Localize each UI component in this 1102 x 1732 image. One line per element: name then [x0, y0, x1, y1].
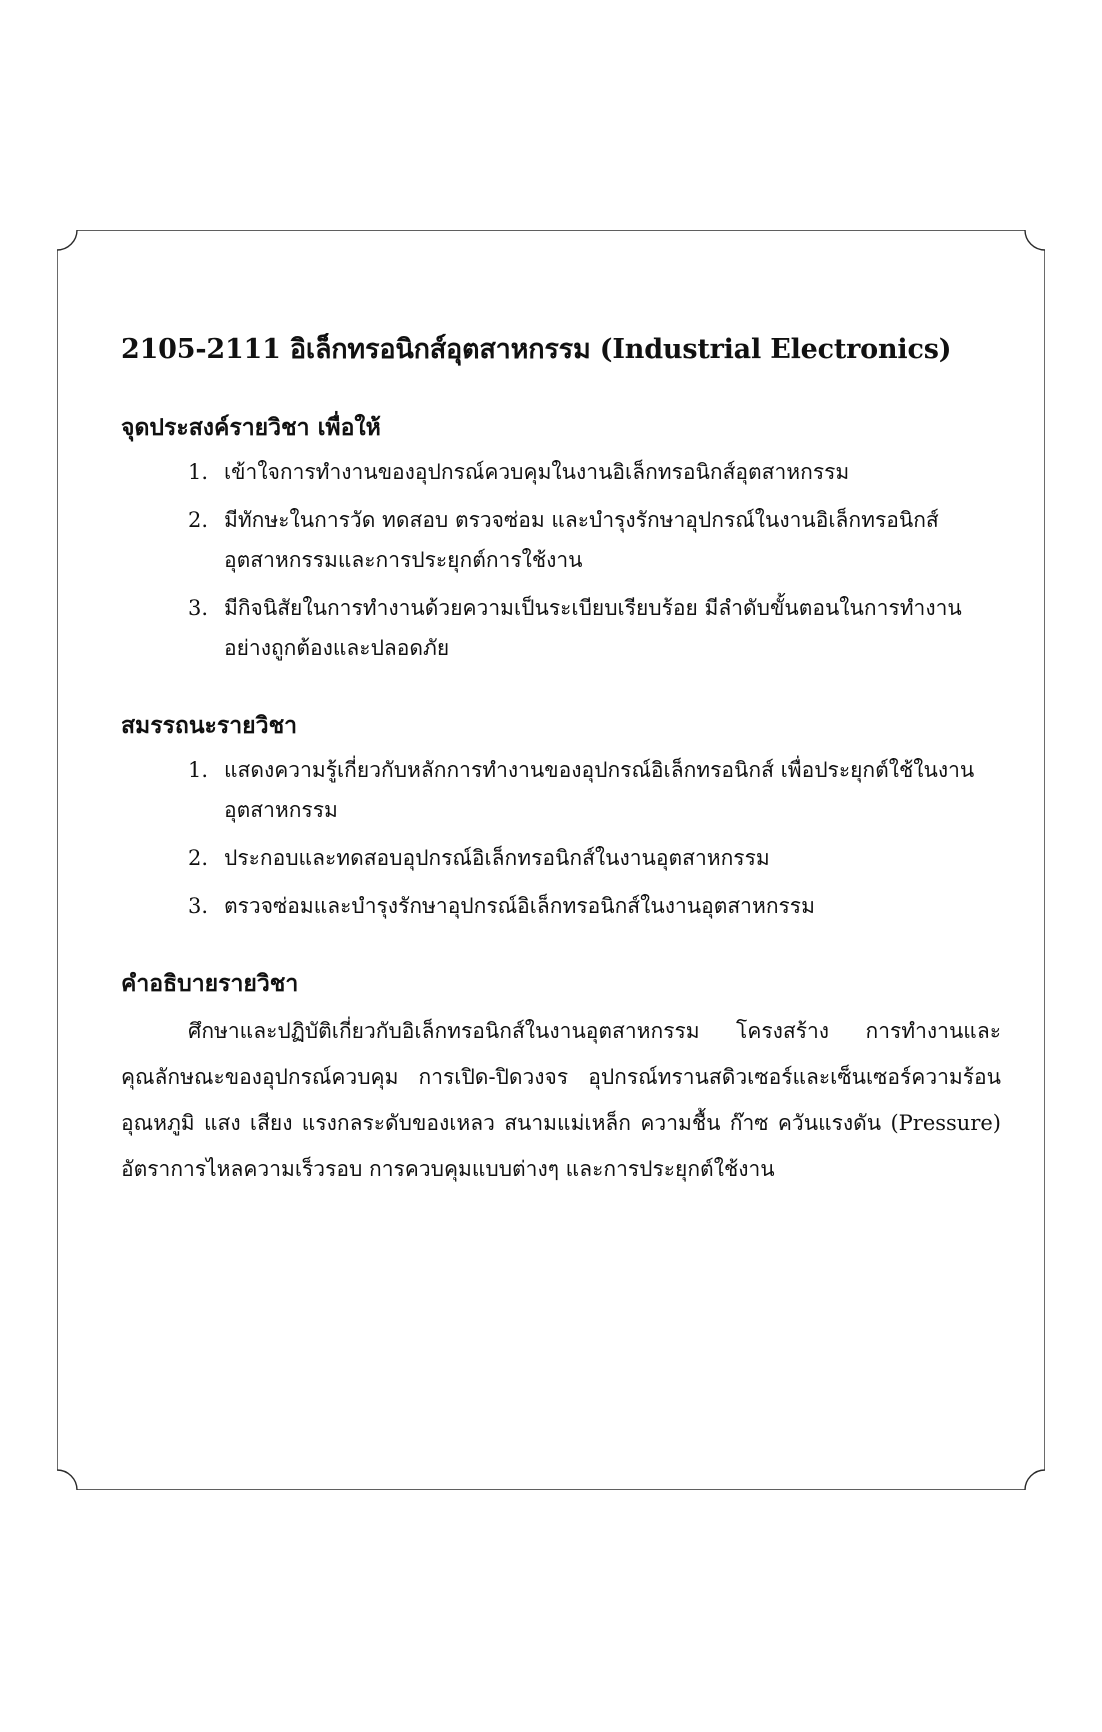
item-text: เข้าใจการทำงานของอุปกรณ์ควบคุมในงานอิเล็กทรอนิกส์อุตสาหกรรม	[224, 460, 850, 484]
objective-item	[121, 500, 1001, 580]
item-number: 3.	[188, 894, 209, 918]
item-text: มีกิจนิสัยในการทำงานด้วยความเป็นระเบียบเรียบร้อย มีลำดับขั้นตอนในการทำงานอย่างถูกต้องและปลอดภัย	[224, 596, 962, 660]
item-number: 2.	[188, 846, 209, 870]
course-content	[121, 330, 1001, 1192]
objective-item	[121, 452, 1001, 492]
item-number: 1.	[188, 460, 209, 484]
item-text: แสดงความรู้เกี่ยวกับหลักการทำงานของอุปกรณ์อิเล็กทรอนิกส์ เพื่อประยุกต์ใช้ในงานอุตสาหกรรม	[224, 758, 975, 822]
description-heading: คำอธิบายรายวิชา	[121, 970, 299, 997]
competency-item	[121, 886, 1001, 926]
description-section	[121, 964, 1001, 1192]
course-title: 2105-2111 อิเล็กทรอนิกส์อุตสาหกรรม (Industrial Electronics)	[121, 334, 952, 365]
objectives-section	[121, 408, 1001, 668]
competency-item	[121, 838, 1001, 878]
competencies-heading: สมรรถนะรายวิชา	[121, 712, 298, 739]
competencies-list	[121, 750, 1001, 926]
item-number: 2.	[188, 508, 209, 532]
objectives-list	[121, 452, 1001, 668]
competencies-section	[121, 706, 1001, 926]
item-number: 1.	[188, 758, 209, 782]
item-text: ประกอบและทดสอบอุปกรณ์อิเล็กทรอนิกส์ในงานอุตสาหกรรม	[224, 846, 770, 870]
item-number: 3.	[188, 596, 209, 620]
objectives-heading: จุดประสงค์รายวิชา เพื่อให้	[121, 414, 381, 441]
competency-item	[121, 750, 1001, 830]
item-text: ตรวจซ่อมและบำรุงรักษาอุปกรณ์อิเล็กทรอนิกส์ในงานอุตสาหกรรม	[224, 894, 815, 918]
objective-item	[121, 588, 1001, 668]
description-text: ศึกษาและปฏิบัติเกี่ยวกับอิเล็กทรอนิกส์ในงานอุตสาหกรรม โครงสร้าง การทำงานและคุณลักษณะของอุปกรณ์ควบคุม การเปิด-ปิดวงจร อุปกรณ์ทรานสดิวเซอร์และเซ็นเซอร์ความร้อน อุณหภูมิ แสง เสียง แรงกลระดับของเหลว สนามแม่เหล็ก ความชื้น ก๊าซ ควันแรงดัน (Pressure) อัตราการไหลความเร็วรอบ การควบคุมแบบต่างๆ และการประยุกต์ใช้งาน	[121, 1019, 1001, 1181]
item-text: มีทักษะในการวัด ทดสอบ ตรวจซ่อม และบำรุงรักษาอุปกรณ์ในงานอิเล็กทรอนิกส์อุตสาหกรรมและการประยุกต์การใช้งาน	[224, 508, 939, 572]
